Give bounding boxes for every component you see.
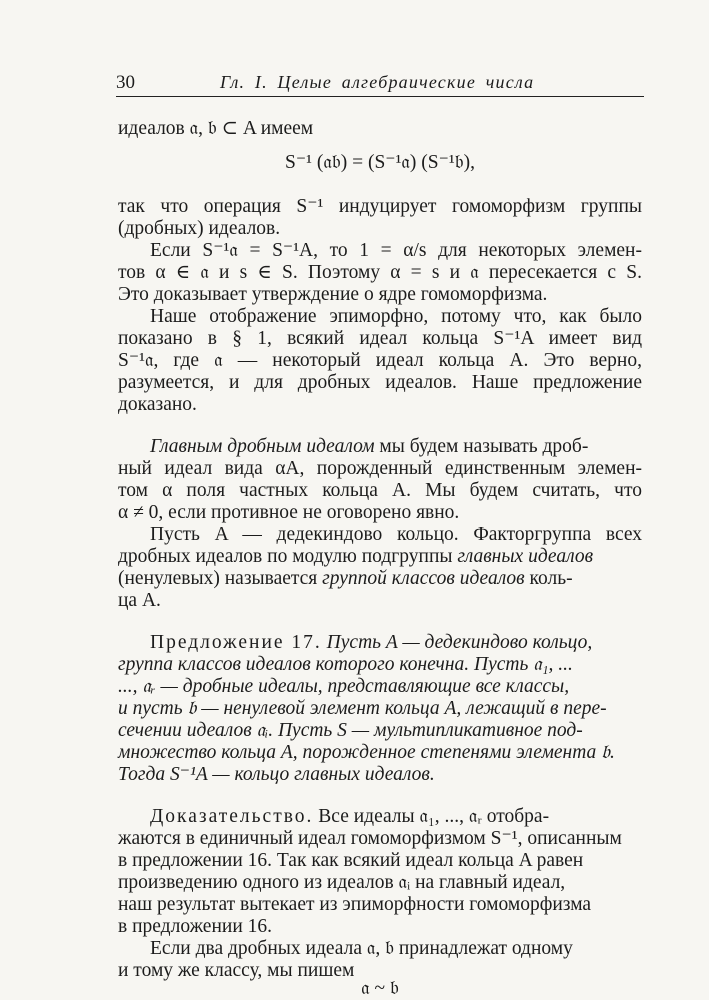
text-line: Если два дробных идеала 𝔞, 𝔟 принадлежат одному bbox=[150, 938, 573, 959]
formula-line: S⁻¹ (𝔞𝔟) = (S⁻¹𝔞) (S⁻¹𝔟), bbox=[285, 152, 475, 173]
text-line: Пусть A — дедекиндово кольцо. Факторгруппа всех bbox=[150, 524, 642, 545]
proposition-line: группа классов идеалов которого конечна. Пусть 𝔞₁, ... bbox=[118, 654, 573, 675]
proposition-line: сечении идеалов 𝔞ᵢ. Пусть S — мультипликативное под- bbox=[118, 720, 583, 741]
running-title: Гл. I. Целые алгебраические числа bbox=[220, 72, 535, 92]
text-line: (ненулевых) называется группой классов идеалов коль- bbox=[118, 568, 573, 589]
text-line: Это доказывает утверждение о ядре гомоморфизма. bbox=[118, 284, 548, 305]
text-line: Если S⁻¹𝔞 = S⁻¹A, то 1 = α/s для некоторых элемен- bbox=[150, 240, 642, 261]
proof-heading: Доказательство. Все идеалы 𝔞₁, ..., 𝔞ᵣ отобра- bbox=[150, 806, 550, 827]
text-line: показано в § 1, всякий идеал кольца S⁻¹A имеет вид bbox=[118, 328, 642, 349]
text-line: доказано. bbox=[118, 394, 197, 415]
text-line: разумеется, и для дробных идеалов. Наше предложение bbox=[118, 372, 642, 393]
defined-term: главных идеалов bbox=[457, 546, 594, 567]
text-line: в предложении 16. bbox=[118, 916, 273, 937]
text-line: жаются в единичный идеал гомоморфизмом S⁻¹, описанным bbox=[118, 828, 622, 849]
proposition-label: Предложение 17. bbox=[150, 632, 322, 653]
text-line: тов α ∈ 𝔞 и s ∈ S. Поэтому α = s и 𝔞 пересекается с S. bbox=[118, 262, 642, 283]
text-line: (дробных) идеалов. bbox=[118, 218, 281, 239]
proposition-line: множество кольца A, порожденное степенями элемента 𝔟. bbox=[118, 742, 615, 763]
text-line: S⁻¹𝔞, где 𝔞 — некоторый идеал кольца A. Это верно, bbox=[118, 350, 642, 371]
proof-label: Доказательство. bbox=[150, 806, 314, 827]
text-line: том α поля частных кольца A. Мы будем считать, что bbox=[118, 480, 642, 501]
formula-line: 𝔞 ~ 𝔟 bbox=[361, 978, 399, 999]
definition-line: Главным дробным идеалом мы будем называть дроб- bbox=[150, 436, 589, 457]
proposition-line: ..., 𝔞ᵣ — дробные идеалы, представляющие все классы, bbox=[118, 676, 570, 697]
defined-term: группой классов идеалов bbox=[322, 568, 525, 589]
text-line: произведению одного из идеалов 𝔞ᵢ на главный идеал, bbox=[118, 872, 566, 893]
page-number: 30 bbox=[116, 72, 135, 93]
text-line: дробных идеалов по модулю подгруппы главных идеалов bbox=[118, 546, 594, 567]
text-line: так что операция S⁻¹ индуцирует гомоморфизм группы bbox=[118, 196, 642, 217]
text-line: Наше отображение эпиморфно, потому что, как было bbox=[150, 306, 642, 327]
proposition-line: и пусть 𝔟 — ненулевой элемент кольца A, лежащий в пере- bbox=[118, 698, 607, 719]
text-line: в предложении 16. Так как всякий идеал кольца A равен bbox=[118, 850, 584, 871]
text-line: идеалов 𝔞, 𝔟 ⊂ A имеем bbox=[118, 118, 314, 139]
text-line: α ≠ 0, если противное не оговорено явно. bbox=[118, 502, 460, 523]
defined-term: Главным дробным идеалом bbox=[150, 436, 375, 457]
proposition-heading: Предложение 17. Пусть A — дедекиндово кольцо, bbox=[150, 632, 593, 653]
proposition-line: Тогда S⁻¹A — кольцо главных идеалов. bbox=[118, 764, 435, 785]
text-line: ный идеал вида αA, порожденный единственным элемен- bbox=[118, 458, 642, 479]
text-line: наш результат вытекает из эпиморфности гомоморфизма bbox=[118, 894, 592, 915]
text-line: и тому же классу, мы пишем bbox=[118, 960, 355, 981]
page-header bbox=[116, 70, 644, 97]
text-line: ца A. bbox=[118, 590, 161, 611]
